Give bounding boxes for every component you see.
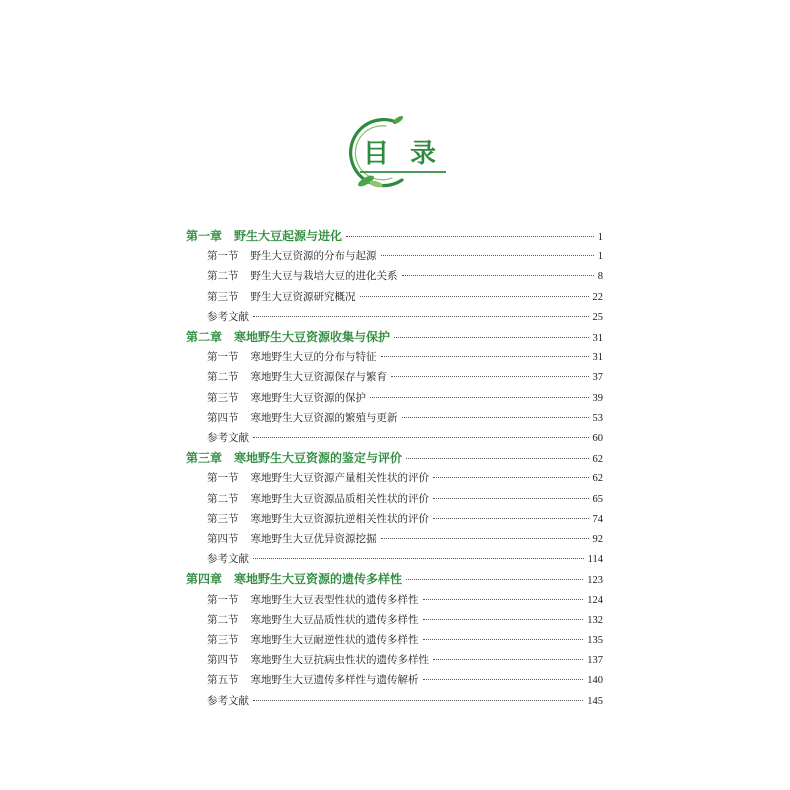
toc-page-number: 53	[592, 412, 603, 424]
toc-dot-leader	[406, 458, 588, 459]
toc-section-row	[207, 509, 603, 529]
toc-entry-number: 第三节	[207, 290, 239, 303]
toc-dot-leader	[423, 599, 584, 600]
toc-dot-leader	[381, 255, 594, 256]
toc-dot-leader	[433, 518, 589, 519]
toc-dot-leader	[406, 579, 583, 580]
toc-dot-leader	[253, 700, 583, 701]
toc-entry-title: 寒地野生大豆资源抗逆相关性状的评价	[250, 512, 429, 525]
toc-section-row	[207, 630, 603, 650]
toc-dot-leader	[402, 275, 594, 276]
toc-entry-number: 第一章	[186, 229, 223, 243]
toc-entry-title: 寒地野生大豆资源品质相关性状的评价	[250, 492, 429, 505]
toc-dot-leader	[381, 538, 589, 539]
toc-entry-title: 寒地野生大豆资源的遗传多样性	[234, 572, 403, 587]
toc-entry-title: 参考文献	[207, 310, 249, 323]
toc-dot-leader	[423, 639, 584, 640]
toc-page-number: 65	[592, 493, 603, 505]
toc-entry-number: 第一节	[207, 351, 239, 364]
toc-entry-title: 寒地野生大豆资源的鉴定与评价	[234, 451, 403, 466]
toc-entry-title: 参考文献	[207, 694, 249, 707]
toc-page-number: 8	[597, 271, 603, 283]
toc-entry-number: 第四节	[207, 533, 239, 545]
toc-entry-title: 野生大豆起源与进化	[234, 229, 343, 243]
toc-entry-number: 第四节	[207, 654, 239, 667]
toc-dot-leader	[433, 498, 589, 499]
toc-section-row	[207, 266, 603, 286]
toc-section-row	[207, 367, 603, 387]
toc-entry-number: 第一节	[207, 472, 239, 485]
toc-section-row	[207, 468, 603, 488]
toc-chapter-row	[186, 327, 603, 347]
toc-entry-title: 野生大豆资源研究概况	[250, 290, 356, 303]
toc-section-row	[207, 287, 603, 307]
toc-entry-title: 寒地野生大豆耐逆性状的遗传多样性	[250, 634, 419, 646]
toc-section-row	[207, 650, 603, 670]
toc-dot-leader	[381, 356, 589, 357]
toc-entry-title: 寒地野生大豆表型性状的遗传多样性	[250, 593, 419, 606]
toc-section-row	[207, 529, 603, 549]
toc-page-number: 31	[592, 333, 603, 344]
toc-chapter-row	[186, 226, 603, 246]
toc-dot-leader	[370, 397, 589, 398]
toc-entry-number: 第三节	[207, 512, 239, 525]
toc-page-number: 39	[592, 392, 603, 404]
toc-dot-leader	[394, 337, 588, 338]
toc-page-number: 1	[597, 251, 603, 263]
toc-entry-number: 第三节	[207, 634, 239, 646]
toc-page-number: 62	[592, 454, 603, 466]
toc-entry-title: 寒地野生大豆优异资源挖掘	[250, 533, 377, 545]
toc-page-number: 37	[592, 372, 603, 384]
toc-dot-leader	[433, 477, 589, 478]
toc-entry-title: 参考文献	[207, 553, 249, 566]
toc-section-row	[207, 388, 603, 408]
toc-entry-number: 第四节	[207, 411, 239, 424]
toc-entry-number: 第二节	[207, 492, 239, 505]
toc-section-row	[207, 670, 603, 690]
toc-dot-leader	[423, 619, 584, 620]
toc-page-number: 123	[587, 575, 603, 587]
toc-dot-leader	[253, 316, 589, 317]
toc-dot-leader	[433, 659, 583, 660]
toc-entry-number: 第三节	[207, 391, 239, 404]
toc-page-number: 62	[592, 473, 603, 485]
toc-section-row	[207, 610, 603, 630]
toc-chapter-row	[186, 569, 603, 589]
toc-page-number: 132	[587, 614, 603, 626]
toc-section-row	[207, 408, 603, 428]
toc-entry-number: 第二章	[186, 330, 223, 344]
toc-dot-leader	[346, 236, 594, 237]
toc-reference-row	[207, 307, 603, 327]
toc-dot-leader	[402, 417, 589, 418]
toc-entry-title: 参考文献	[207, 432, 249, 444]
toc-page-number: 124	[587, 594, 603, 606]
toc-entry-title: 寒地野生大豆资源的繁殖与更新	[250, 411, 398, 424]
toc-page-number: 22	[592, 291, 603, 303]
toc-reference-row	[207, 691, 603, 711]
toc-entry-title: 寒地野生大豆资源保存与繁育	[250, 371, 387, 384]
toc-chapter-row	[186, 448, 603, 468]
toc-entry-number: 第三章	[186, 451, 223, 466]
toc-page-number: 74	[592, 513, 603, 525]
toc-page-number: 60	[592, 433, 603, 444]
toc-section-row	[207, 489, 603, 509]
toc-entry-title: 寒地野生大豆资源收集与保护	[234, 330, 391, 344]
toc-entry-number: 第二节	[207, 270, 239, 283]
toc-entry-number: 第一节	[207, 250, 239, 263]
toc-entry-title: 寒地野生大豆的分布与特征	[250, 351, 377, 364]
toc-dot-leader	[391, 376, 589, 377]
toc-page-number: 25	[592, 311, 603, 323]
toc-entry-title: 野生大豆与栽培大豆的进化关系	[250, 270, 398, 283]
toc-entry-title: 寒地野生大豆资源产量相关性状的评价	[250, 472, 429, 485]
toc-page-number: 140	[587, 675, 603, 687]
toc-page-number: 92	[592, 534, 603, 545]
toc-page-number: 135	[587, 635, 603, 646]
toc-entry-number: 第二节	[207, 371, 239, 384]
toc-entry-title: 寒地野生大豆品质性状的遗传多样性	[250, 613, 419, 626]
toc-page-number: 114	[587, 554, 603, 566]
toc-entry-title: 寒地野生大豆资源的保护	[250, 391, 366, 404]
toc-entry-number: 第四章	[186, 572, 223, 587]
toc-page-number: 145	[587, 695, 603, 707]
toc-section-row	[207, 246, 603, 266]
toc-entry-number: 第一节	[207, 593, 239, 606]
toc-section-row	[207, 590, 603, 610]
toc-entry-title: 寒地野生大豆抗病虫性状的遗传多样性	[250, 654, 429, 667]
toc-section-row	[207, 347, 603, 367]
toc-entry-number: 第二节	[207, 613, 239, 626]
toc-entry-title: 野生大豆资源的分布与起源	[250, 250, 377, 263]
toc-page-number: 31	[592, 352, 603, 364]
toc-reference-row	[207, 428, 603, 448]
toc-page-number: 1	[597, 232, 603, 243]
toc-reference-row	[207, 549, 603, 569]
toc-entry-title: 寒地野生大豆遗传多样性与遗传解析	[250, 674, 419, 687]
toc-entry-number: 第五节	[207, 674, 239, 687]
toc-dot-leader	[423, 679, 584, 680]
toc-dot-leader	[253, 437, 589, 438]
toc-page-number: 137	[587, 655, 603, 667]
toc-dot-leader	[360, 296, 589, 297]
toc-dot-leader	[253, 558, 584, 559]
page-title: 目 录	[363, 139, 437, 169]
